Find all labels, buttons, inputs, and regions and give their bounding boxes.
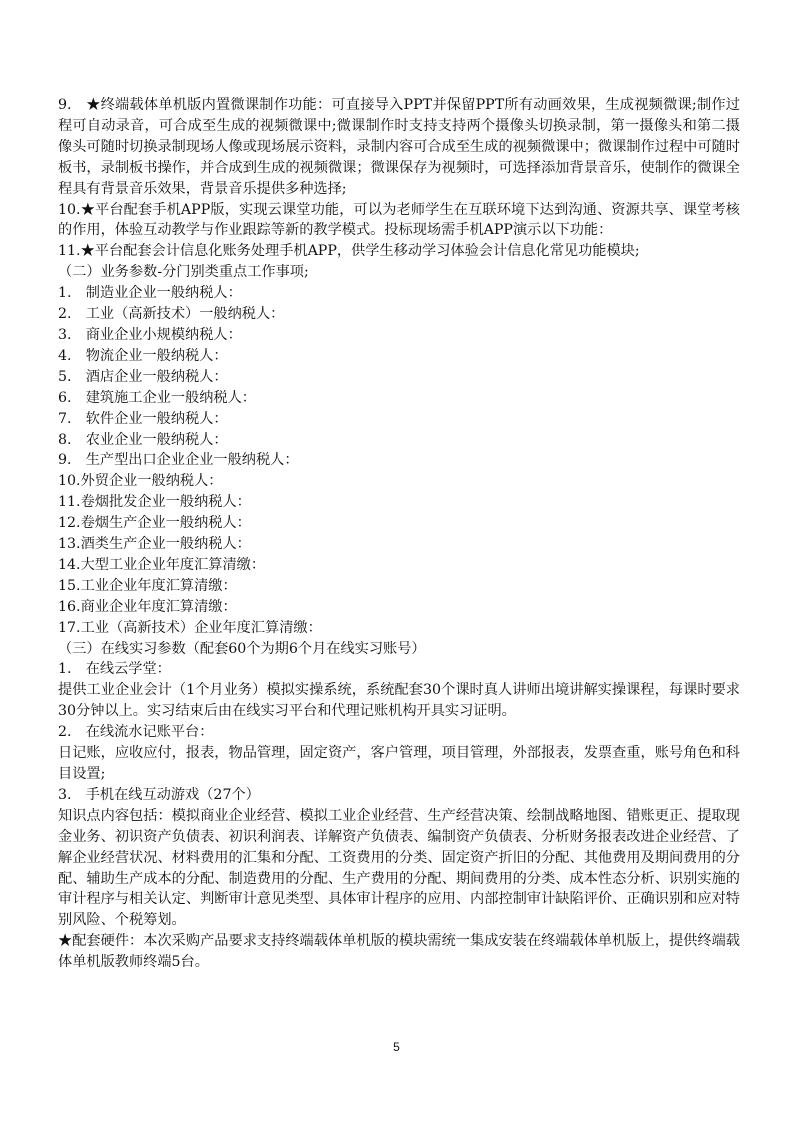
list-item: 15.工业企业年度汇算清缴： bbox=[58, 577, 237, 594]
online-class-title: 1. 在线云学堂： bbox=[58, 661, 171, 678]
requirement-item-11: 11.★平台配套会计信息化账务处理手机APP，供学生移动学习体验会计信息化常见功能模块; bbox=[58, 243, 640, 260]
page-number: 5 bbox=[393, 1040, 400, 1054]
list-item: 5. 酒店企业一般纳税人： bbox=[58, 368, 228, 385]
hardware-requirement: ★配套硬件：本次采购产品要求支持终端载体单机版的模块需统一集成安装在终端载体单机版上，提供终端载体单机版教师终端5台。 bbox=[58, 933, 740, 971]
mobile-games-text: 知识点内容包括：模拟商业企业经营、模拟工业企业经营、生产经营决策、绘制战略地图、错账更正、提取现金业务、初识资产负债表、初识利润表、详解资产负债表、编制资产负债表、分析财务报表改进企业经营、了解企业经营状况、材料费用的汇集和分配、工资费用的分类、固定资产折旧的分配、其他费用及期间费用的分配、辅助生产成本的分配、制造费用的分配、生产费用的分配、期间费用的分类、成本性态分析、识别实施的审计程序与相关认定、判断审计意见类型、具体审计程序的应用、内部控制审计缺陷评价、正确识别和应对特别风险、个税筹划。 bbox=[58, 807, 740, 929]
list-item: 8. 农业企业一般纳税人： bbox=[58, 431, 228, 448]
list-item: 1. 制造业企业一般纳税人： bbox=[58, 285, 242, 302]
list-item: 11.卷烟批发企业一般纳税人： bbox=[58, 494, 251, 511]
list-item: 3. 商业企业小规模纳税人： bbox=[58, 326, 242, 343]
list-item: 10.外贸企业一般纳税人： bbox=[58, 473, 223, 490]
bookkeeping-platform-text: 日记账，应收应付，报表，物品管理，固定资产，客户管理，项目管理，外部报表，发票查重，账号角色和科目设置; bbox=[58, 745, 740, 782]
list-item: 9. 生产型出口企业企业一般纳税人： bbox=[58, 452, 299, 469]
mobile-games-title: 3. 手机在线互动游戏（27个） bbox=[58, 786, 260, 803]
requirement-item-9: 9. ★终端载体单机版内置微课制作功能：可直接导入PPT并保留PPT所有动画效果，生成视频微课;制作过程可自动录音，可合成至生成的视频微课中;微课制作时支持支持两个摄像头切换录制，第一摄像头和第二摄像头可随时切换录制现场人像或现场展示资料，录制内容可合成至生成的视频微课中；微课制作过程中可随时板书，录制板书操作，并合成到生成的视频微课；微课保存为视频时，可选择添加背景音乐，使制作的微课全程具有背景音乐效果，背景音乐提供多种选择; bbox=[58, 97, 740, 197]
list-item: 6. 建筑施工企业一般纳税人： bbox=[58, 389, 256, 406]
list-item: 12.卷烟生产企业一般纳税人： bbox=[58, 515, 251, 532]
section-three-heading: （三）在线实习参数（配套60个为期6个月在线实习账号） bbox=[58, 640, 426, 657]
list-item: 4. 物流企业一般纳税人： bbox=[58, 347, 228, 364]
section-two-heading: （二）业务参数-分门别类重点工作事项; bbox=[58, 264, 309, 281]
list-item: 7. 软件企业一般纳税人： bbox=[58, 410, 228, 427]
requirement-item-10: 10.★平台配套手机APP版，实现云课堂功能，可以为老师学生在互联环境下达到沟通、资源共享、课堂考核的作用，体验互动教学与作业跟踪等新的教学模式。投标现场需手机APP演示以下功能： bbox=[58, 201, 740, 239]
list-item: 14.大型工业企业年度汇算清缴： bbox=[58, 556, 266, 573]
document-body bbox=[58, 95, 740, 973]
list-item: 2. 工业（高新技术）一般纳税人： bbox=[58, 306, 285, 323]
online-class-text: 提供工业企业会计（1个月业务）模拟实操系统，系统配套30个课时真人讲师出境讲解实操课程，每课时要求30分钟以上。实习结束后由在线实习平台和代理记账机构开具实习证明。 bbox=[58, 682, 740, 720]
list-item: 13.酒类生产企业一般纳税人： bbox=[58, 536, 251, 553]
section-two-list bbox=[58, 283, 740, 638]
list-item: 17.工业（高新技术）企业年度汇算清缴： bbox=[58, 619, 322, 636]
bookkeeping-platform-title: 2. 在线流水记账平台： bbox=[58, 724, 214, 741]
list-item: 16.商业企业年度汇算清缴： bbox=[58, 598, 237, 615]
